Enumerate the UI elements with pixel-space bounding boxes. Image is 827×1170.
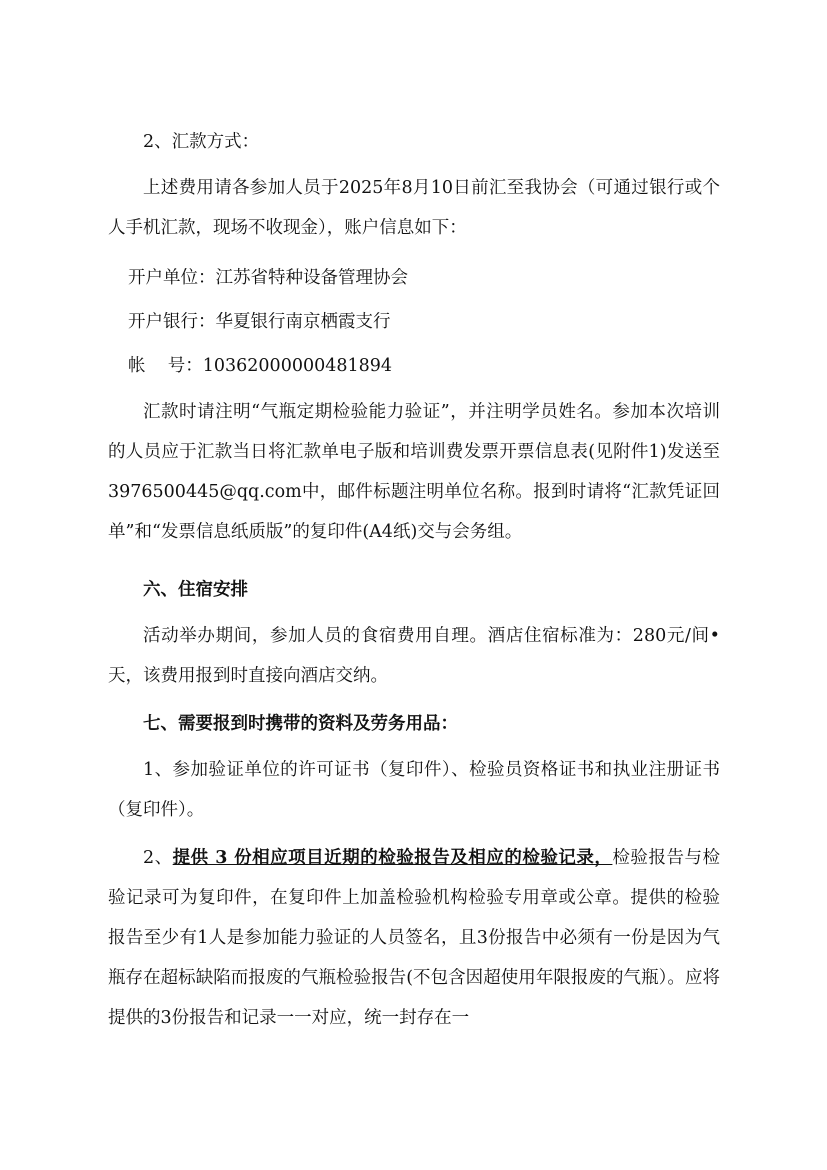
item2-underlined-text: 提供 3 份相应项目近期的检验报告及相应的检验记录，	[172, 848, 613, 868]
accommodation-heading: 六、住宿安排	[143, 580, 248, 600]
account-number: 帐 号：10362000000481894	[128, 356, 393, 376]
account-bank: 开户银行：华夏银行南京栖霞支行	[128, 312, 391, 332]
item2-prefix: 2、	[143, 848, 173, 868]
remit-heading: 2、汇款方式：	[143, 132, 260, 152]
account-unit: 开户单位：江苏省特种设备管理协会	[128, 268, 408, 288]
item2-rest: 检验报告与检验记录可为复印件，在复印件上加盖检验机构检验专用章或公章。提供的检验报告至少有1人是参加能力验证的人员签名，且3份报告中必须有一份是因为气瓶存在超标缺陷而报废的气瓶检验报告(不包含因超使用年限报废的气瓶）。应将提供的3份报告和记录一一对应，统一封存在一	[108, 848, 720, 1028]
remit-intro: 上述费用请各参加人员于2025年8月10日前汇至我协会（可通过银行或个人手机汇款，现场不收现金），账户信息如下：	[108, 178, 720, 238]
materials-item-2	[108, 838, 720, 1038]
materials-heading: 七、需要报到时携带的资料及劳务用品：	[143, 714, 458, 734]
accommodation-text: 活动举办期间，参加人员的食宿费用自理。酒店住宿标准为：280元/间•天，该费用报到时直接向酒店交纳。	[108, 626, 720, 686]
remit-note: 汇款时请注明“气瓶定期检验能力验证”，并注明学员姓名。参加本次培训的人员应于汇款当日将汇款单电子版和培训费发票开票信息表(见附件1)发送至3976500445@qq.com中，邮件标题注明单位名称。报到时请将“汇款凭证回单”和“发票信息纸质版”的复印件(A4纸)交与会务组。	[108, 402, 720, 542]
materials-item-1: 1、参加验证单位的许可证书（复印件）、检验员资格证书和执业注册证书（复印件）。	[108, 760, 720, 820]
